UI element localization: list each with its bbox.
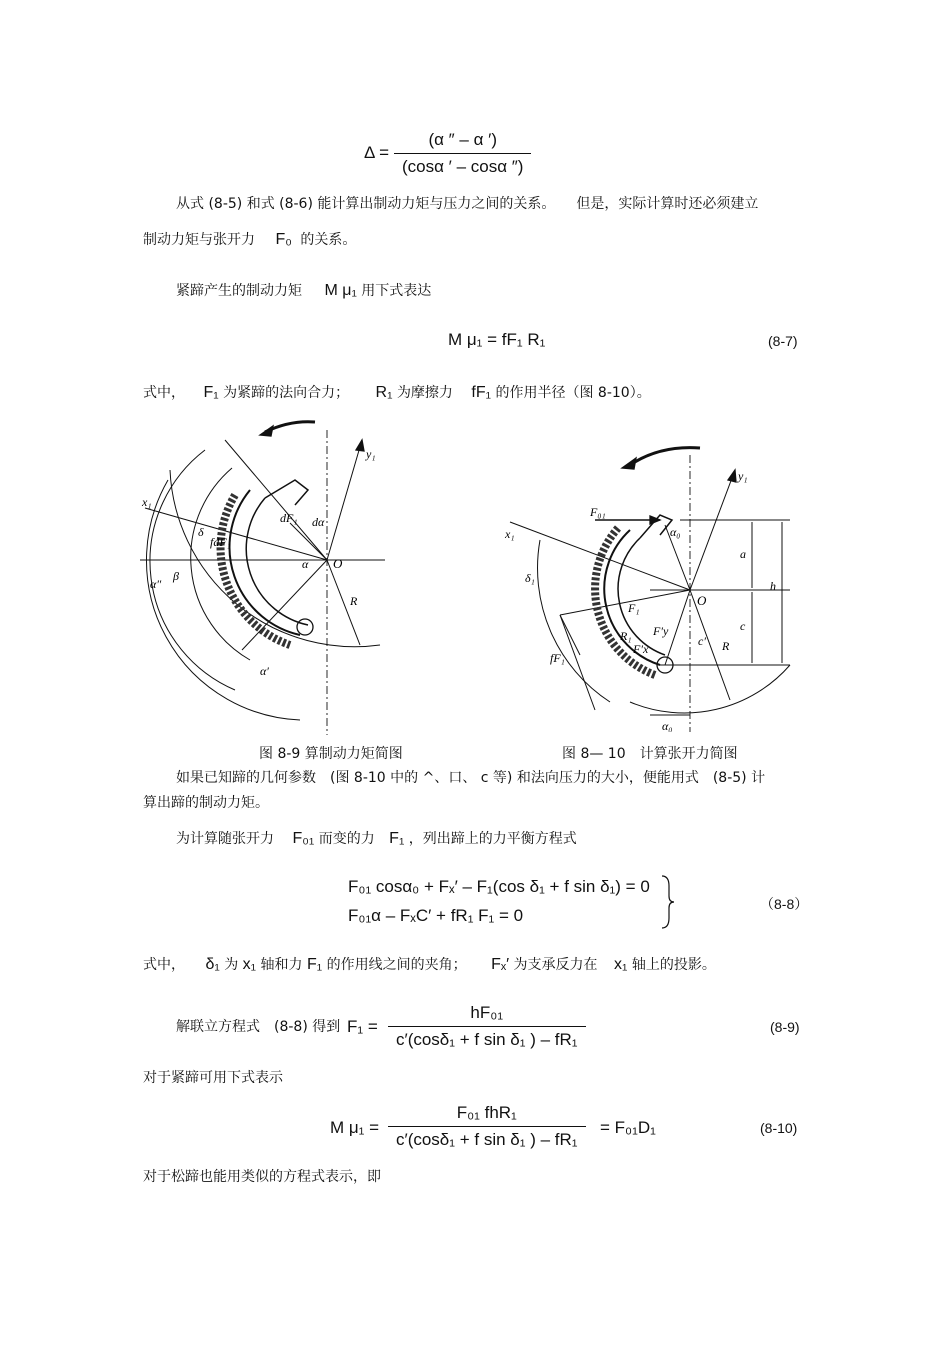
paragraph-6: 对于紧蹄可用下式表示 [143, 1070, 283, 1086]
paragraph-7: 对于松蹄也能用类似的方程式表示，即 [143, 1169, 381, 1185]
paragraph-1-line-1: 从式 (8-5) 和式 (8-6) 能计算出制动力矩与压力之间的关系。 但是，实际计算时还必须建立 [176, 196, 759, 212]
where1-text-b: 为紧蹄的法向合力； [223, 385, 350, 401]
where2-prefix: 式中， [143, 957, 185, 973]
delta-eq-fraction [394, 130, 531, 177]
equation-8-9-fraction [388, 1003, 586, 1050]
equation-8-8-line-2: F₀₁α – FₓC′ + fR₁ F₁ = 0 [348, 906, 524, 925]
equation-8-9-number: (8-9) [770, 1019, 800, 1035]
where1-symbol-r1: R₁ [375, 384, 393, 401]
fig10-label-alpha0-top: α₀ [670, 525, 681, 539]
delta-eq-lhs: Δ = [364, 143, 390, 162]
where2-symbol-x1b: x₁ [614, 956, 628, 973]
fig10-label-a: a [740, 547, 746, 561]
p4-symbol-f1: F₁ [389, 830, 405, 847]
fig10-label-Fy: F′y [653, 624, 669, 638]
where1-symbol-ff1: fF₁ [471, 384, 492, 401]
fig10-label-F01: F₀₁ [590, 505, 606, 519]
fig10-label-y1: y₁ [738, 469, 748, 483]
fig10-label-O: O [697, 593, 707, 608]
figure-8-9 [140, 420, 390, 735]
equation-8-10-lhs: M μ₁ = [330, 1118, 380, 1137]
fig10-label-R: R [722, 639, 730, 653]
fig10-label-delta1: δ₁ [525, 571, 535, 585]
where2-text-d: 轴和力 [260, 957, 303, 973]
p4-text-a: 为计算随张开力 [176, 831, 274, 847]
fig9-label-alpha: α [302, 557, 309, 571]
fig9-label-delta: δ [198, 525, 204, 539]
fig9-label-beta: β [173, 569, 179, 583]
delta-eq-denominator: (cosα ′ – cosα ″) [394, 153, 531, 177]
equation-8-10-rhs: = F₀₁D₁ [600, 1118, 656, 1137]
delta-eq-numerator: (α ″ – α ′) [428, 130, 497, 149]
where1-prefix: 式中， [143, 385, 185, 401]
where2-text-j: 轴上的投影。 [631, 957, 716, 973]
equation-8-7-number: (8-7) [768, 333, 798, 349]
paragraph-3-line-1: 如果已知蹄的几何参数 (图 8-10 中的 ^、口、 c 等) 和法向压力的大小，便能用式 (8-5) 计 [176, 770, 766, 786]
equation-8-10-fraction [388, 1103, 586, 1150]
fig9-label-x1: x₁ [142, 495, 152, 509]
fig9-label-alpha2: α″ [150, 577, 162, 591]
equation-8-9-lhs: F₁ = [347, 1017, 378, 1036]
fig10-label-h: h [770, 579, 776, 593]
where-line-2 [143, 956, 716, 974]
p1-symbol-f0: F₀ [275, 231, 292, 248]
fig9-label-y1: y₁ [366, 447, 376, 461]
where2-symbol-delta1: δ₁ [205, 956, 220, 973]
fig10-label-fF1: fF₁ [550, 651, 565, 665]
fig9-label-alpha1: α′ [260, 664, 269, 678]
paragraph-5: 解联立方程式 (8-8) 得到 [176, 1019, 341, 1035]
p4-text-d: ，列出蹄上的力平衡方程式 [408, 831, 577, 847]
equation-8-8-brace [660, 874, 676, 930]
where1-text-d: 为摩擦力 [396, 385, 453, 401]
fig10-label-R1: R₁ [620, 629, 632, 643]
where2-text-f: 的作用线之间的夹角； [326, 957, 467, 973]
fig9-label-dalpha: dα [312, 515, 325, 529]
figure-8-10 [500, 440, 800, 732]
equation-8-8-line-1: F₀₁ cosα₀ + Fₓ′ – F₁(cos δ₁ + f sin δ₁) = 0 [348, 877, 650, 896]
where-line-1 [143, 384, 651, 402]
equation-8-9-denominator: c′(cosδ₁ + f sin δ₁ ) – fR₁ [388, 1026, 586, 1050]
where2-symbol-f1: F₁ [306, 956, 323, 973]
where2-text-h: 为支承反力在 [513, 957, 598, 973]
fig9-label-O: O [333, 556, 343, 571]
figure-8-9-caption: 图 8-9 算制动力矩简图 [259, 746, 403, 762]
fig9-label-dF1: dF₁ [280, 511, 298, 525]
fig9-label-R: R [350, 594, 358, 608]
fig10-label-c: c [740, 619, 746, 633]
fig10-label-x1: x₁ [505, 527, 515, 541]
fig10-label-F1: F₁ [628, 601, 640, 615]
equation-8-10-number: (8-10) [760, 1120, 798, 1136]
p4-text-b: 而变的力 [318, 831, 375, 847]
paragraph-1-line-2 [143, 231, 356, 249]
fig10-label-Fx: F′x [633, 642, 649, 656]
p1-text-a: 制动力矩与张开力 [143, 232, 255, 248]
fig10-label-alpha0-bottom: α₀ [662, 719, 673, 732]
equation-8-9-numerator: hF₀₁ [470, 1003, 504, 1022]
where1-symbol-f1: F₁ [203, 384, 219, 401]
equation-8-7: M μ₁ = fF₁ R₁ [448, 330, 546, 349]
where1-text-f: 的作用半径（图 8-10）。 [495, 385, 651, 401]
equation-8-10-numerator: F₀₁ fhR₁ [456, 1103, 517, 1122]
where2-text-b: 为 [224, 957, 239, 973]
equation-8-8-number: （8-8） [760, 896, 809, 912]
paragraph-2 [176, 282, 431, 300]
fig9-label-fdF1: fdF₁ [210, 535, 231, 549]
figure-8-10-caption: 图 8— 10 计算张开力简图 [562, 746, 738, 762]
p1-text-b: 的关系。 [300, 232, 357, 248]
p2-symbol-mu1: M μ₁ [324, 282, 357, 299]
paragraph-3-line-2: 算出蹄的制动力矩。 [143, 795, 269, 811]
p2-text-a: 紧蹄产生的制动力矩 [176, 283, 302, 299]
p4-symbol-f01: F₀₁ [292, 830, 315, 847]
p2-text-b: 用下式表达 [361, 283, 432, 299]
where2-symbol-fx: Fₓ′ [491, 956, 510, 973]
equation-8-10-denominator: c′(cosδ₁ + f sin δ₁ ) – fR₁ [388, 1126, 586, 1150]
paragraph-4 [176, 830, 577, 848]
fig10-label-c-prime: c′ [698, 634, 706, 648]
where2-symbol-x1: x₁ [242, 956, 257, 973]
